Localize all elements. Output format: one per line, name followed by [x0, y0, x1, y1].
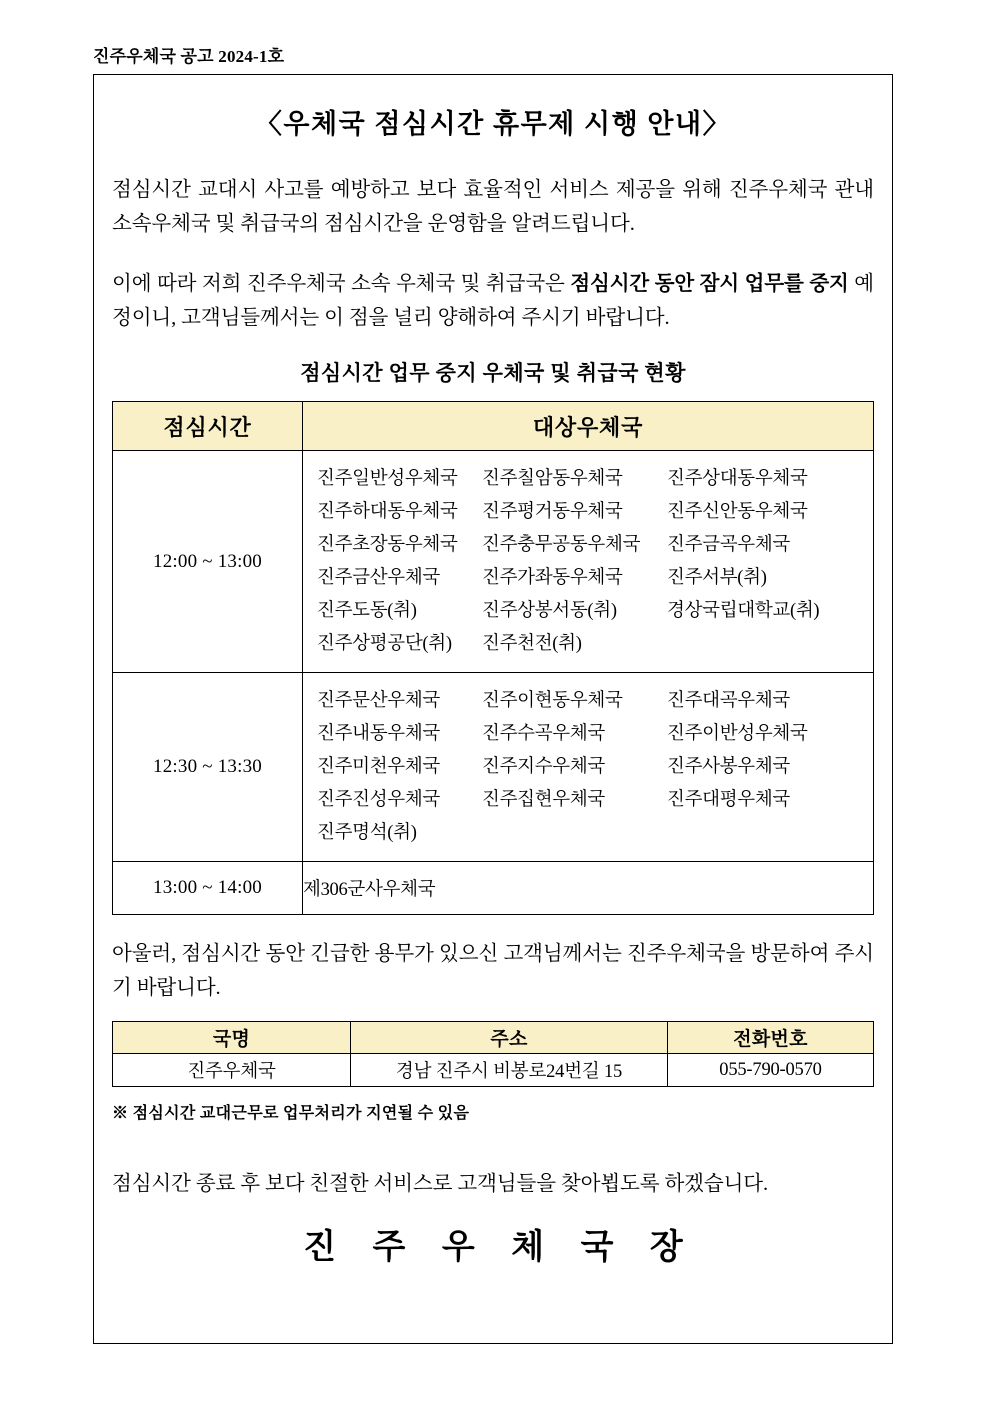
office-list-2: [317, 687, 873, 847]
intro-paragraph: 점심시간 교대시 사고를 예방하고 보다 효율적인 서비스 제공을 위해 진주우체국 관내 소속우체국 및 취급국의 점심시간을 운영함을 알려드립니다.: [112, 179, 874, 235]
schedule-table: [112, 401, 874, 915]
list-item: 진주충무공동우체국: [482, 535, 641, 555]
list-item: 진주이현동우체국: [482, 691, 623, 711]
closing-paragraph: 점심시간 종료 후 보다 친절한 서비스로 고객님들을 찾아뵙도록 하겠습니다.: [112, 1173, 769, 1195]
list-item-empty: [667, 819, 873, 847]
list-item: 진주수곡우체국: [482, 724, 605, 744]
notice-paragraph-emphasis: 점심시간 동안 잠시 업무를 중지: [570, 273, 849, 295]
list-item: 진주상대동우체국: [667, 469, 808, 489]
contact-table-header-row: [113, 1022, 874, 1054]
list-item: 진주상봉서동(취): [482, 601, 617, 621]
list-item: 진주상평공단(취): [317, 634, 452, 654]
notice-paragraph: [112, 267, 874, 335]
list-item: 진주도동(취): [317, 601, 417, 621]
schedule-offices-slot-3: 제306군사우체국: [303, 862, 874, 915]
notice-number: 진주우체국 공고 2024-1호: [93, 47, 285, 66]
contact-office-name: 진주우체국: [113, 1054, 351, 1087]
list-item: 진주대곡우체국: [667, 691, 790, 711]
list-item: 진주내동우체국: [317, 724, 440, 744]
list-item: 진주진성우체국: [317, 790, 440, 810]
list-item: 진주천전(취): [482, 634, 582, 654]
list-item: 진주칠암동우체국: [482, 469, 623, 489]
table-row: [113, 451, 874, 673]
list-item: 진주금산우체국: [317, 568, 440, 588]
document-page-frame: [93, 74, 893, 1344]
notice-paragraph-part1: 이에 따라 저희 진주우체국 소속 우체국 및 취급국은: [112, 273, 571, 295]
list-item: 진주일반성우체국: [317, 469, 458, 489]
schedule-time-slot-2: 12:30 ~ 13:30: [113, 673, 303, 862]
page-title: 〈우체국 점심시간 휴무제 시행 안내〉: [254, 109, 732, 139]
schedule-table-caption: 점심시간 업무 중지 우체국 및 취급국 현황: [300, 361, 686, 385]
contact-header-phone: 전화번호: [668, 1022, 874, 1054]
list-item: 진주초장동우체국: [317, 535, 458, 555]
list-item: 진주미천우체국: [317, 757, 440, 777]
contact-address: 경남 진주시 비봉로24번길 15: [351, 1054, 668, 1087]
visit-paragraph: 아울러, 점심시간 동안 긴급한 용무가 있으신 고객님께서는 진주우체국을 방문하여 주시기 바랍니다.: [112, 943, 874, 999]
schedule-offices-slot-2: [303, 673, 874, 862]
contact-table: [112, 1021, 874, 1087]
table-row: [113, 862, 874, 915]
list-item: 진주금곡우체국: [667, 535, 790, 555]
list-item: 진주사봉우체국: [667, 757, 790, 777]
list-item: 진주문산우체국: [317, 691, 440, 711]
table-row: [113, 1054, 874, 1087]
footnote-delay-notice: ※ 점심시간 교대근무로 업무처리가 지연될 수 있음: [112, 1105, 470, 1122]
list-item: 진주신안동우체국: [667, 502, 808, 522]
list-item: 진주대평우체국: [667, 790, 790, 810]
list-item: 진주서부(취): [667, 568, 767, 588]
contact-phone: 055-790-0570: [668, 1054, 874, 1087]
list-item: 진주하대동우체국: [317, 502, 458, 522]
list-item: 진주이반성우체국: [667, 724, 808, 744]
schedule-header-offices: 대상우체국: [303, 402, 874, 451]
contact-header-office-name: 국명: [113, 1022, 351, 1054]
table-row: [113, 673, 874, 862]
office-list-1: [317, 465, 873, 658]
list-item: 경상국립대학교(취): [667, 601, 820, 621]
schedule-time-slot-1: 12:00 ~ 13:00: [113, 451, 303, 673]
list-item: 진주명석(취): [317, 823, 417, 843]
list-item: 진주평거동우체국: [482, 502, 623, 522]
schedule-table-header-row: [113, 402, 874, 451]
list-item-empty: [667, 630, 873, 658]
list-item: 진주지수우체국: [482, 757, 605, 777]
notice-paragraph-part2: 예정이니, 고객님들께서는 이 점을 널리 양해하여 주시기 바랍니다.: [112, 273, 875, 329]
signature-line: 진 주 우 체 국 장: [303, 1229, 697, 1266]
schedule-header-time: 점심시간: [113, 402, 303, 451]
list-item: 진주집현우체국: [482, 790, 605, 810]
schedule-offices-slot-1: [303, 451, 874, 673]
schedule-time-slot-3: 13:00 ~ 14:00: [113, 862, 303, 915]
list-item-empty: [482, 819, 667, 847]
list-item: 진주가좌동우체국: [482, 568, 623, 588]
contact-header-address: 주소: [351, 1022, 668, 1054]
